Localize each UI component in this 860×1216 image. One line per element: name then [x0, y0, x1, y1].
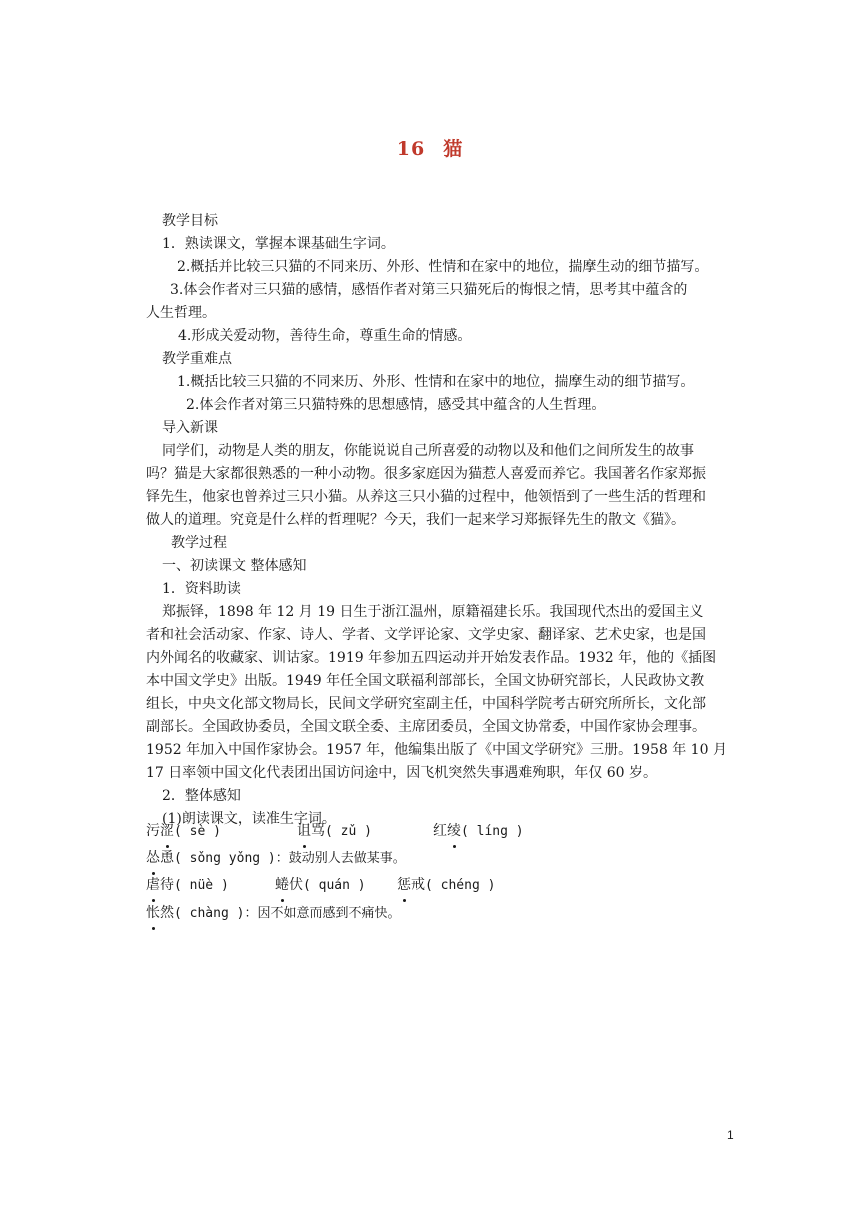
- text-line: 副部长。全国政协委员，全国文联全委、主席团委员，全国文协常委，中国作家协会理事。: [146, 719, 706, 735]
- text-line: 导入新课: [162, 420, 218, 436]
- vocab-row-2: [146, 847, 406, 870]
- text-line: 17 日率领中国文化代表团出国访问途中，因飞机突然失事遇难殉职，年仅 60 岁。: [146, 765, 657, 781]
- text-line: (1)朗读课文，读准生字词。: [162, 811, 336, 827]
- vocab-word: 蜷伏( quán ): [275, 874, 366, 897]
- text-line: 吗？猫是大家都很熟悉的一种小动物。很多家庭因为猫惹人喜爱而养它。我国著名作家郑振: [146, 466, 706, 482]
- text-line: 内外闻名的收藏家、训诂家。1919 年参加五四运动并开始发表作品。1932 年，他的《插图: [146, 650, 717, 666]
- vocab-word: 污涩( sè ): [146, 820, 221, 843]
- text-line: 铎先生，他家也曾养过三只小猫。从养这三只小猫的过程中，他领悟到了一些生活的哲理和: [146, 489, 706, 505]
- text-line: 郑振铎，1898 年 12 月 19 日生于浙江温州，原籍福建长乐。我国现代杰出的爱国主义: [162, 604, 704, 620]
- vocab-row-3-c: [397, 874, 495, 897]
- text-line: 教学重难点: [162, 351, 232, 367]
- text-line: 1952 年加入中国作家协会。1957 年，他编集出版了《中国文学研究》三册。1958 年 10 月: [146, 742, 727, 758]
- text-line: 做人的道理。究竟是什么样的哲理呢？今天，我们一起来学习郑振铎先生的散文《猫》。: [146, 512, 685, 528]
- vocab-word: 怅然( chàng )：因不如意而感到不痛快。: [146, 902, 400, 925]
- text-line: 组长，中央文化部文物局长，民间文学研究室副主任，中国科学院考古研究所所长，文化部: [146, 696, 706, 712]
- text-line: 1．资料助读: [162, 581, 241, 597]
- vocab-row-4: [146, 902, 400, 925]
- lesson-title: [0, 134, 860, 161]
- text-line: 同学们，动物是人类的朋友，你能说说自己所喜爱的动物以及和他们之间所发生的故事: [162, 443, 694, 459]
- text-line: 一、初读课文 整体感知: [162, 558, 307, 574]
- text-line: 教学目标: [162, 213, 218, 229]
- text-line: 者和社会活动家、作家、诗人、学者、文学评论家、文学史家、翻译家、艺术史家，也是国: [146, 627, 706, 643]
- text-line: 人生哲理。: [146, 305, 216, 321]
- vocab-word: 怂恿( sǒng yǒng )：鼓动别人去做某事。: [146, 847, 406, 870]
- vocab-row-1-c: [433, 820, 524, 843]
- vocab-word: 诅骂( zǔ ): [297, 820, 372, 843]
- page-number: 1: [727, 1128, 734, 1142]
- lesson-number: 16: [396, 138, 426, 160]
- vocab-word: 惩戒( chéng ): [397, 874, 495, 897]
- text-line: 4.形成关爱动物，善待生命，尊重生命的情感。: [178, 328, 472, 344]
- text-line: 本中国文学史》出版。1949 年任全国文联福利部部长，全国文协研究部长，人民政协文教: [146, 673, 705, 689]
- vocab-word: 虐待( nüè ): [146, 874, 229, 897]
- lesson-name: 猫: [443, 138, 464, 160]
- vocab-word: 红绫( líng ): [433, 820, 524, 843]
- vocab-row-1-b: [297, 820, 372, 843]
- text-line: 3.体会作者对三只猫的感情，感悟作者对第三只猫死后的悔恨之情，思考其中蕴含的: [170, 282, 688, 298]
- text-line: 教学过程: [171, 535, 227, 551]
- vocab-row-1: [146, 820, 221, 843]
- text-line: 2.体会作者对第三只猫特殊的思想感情，感受其中蕴含的人生哲理。: [186, 397, 606, 413]
- vocab-row-3: [146, 874, 229, 897]
- text-line: 1．熟读课文，掌握本课基础生字词。: [162, 236, 395, 252]
- vocab-row-3-b: [275, 874, 366, 897]
- text-line: 2.概括并比较三只猫的不同来历、外形、性情和在家中的地位，揣摩生动的细节描写。: [177, 259, 709, 275]
- text-line: 2．整体感知: [162, 788, 241, 804]
- text-line: 1.概括比较三只猫的不同来历、外形、性情和在家中的地位，揣摩生动的细节描写。: [177, 374, 695, 390]
